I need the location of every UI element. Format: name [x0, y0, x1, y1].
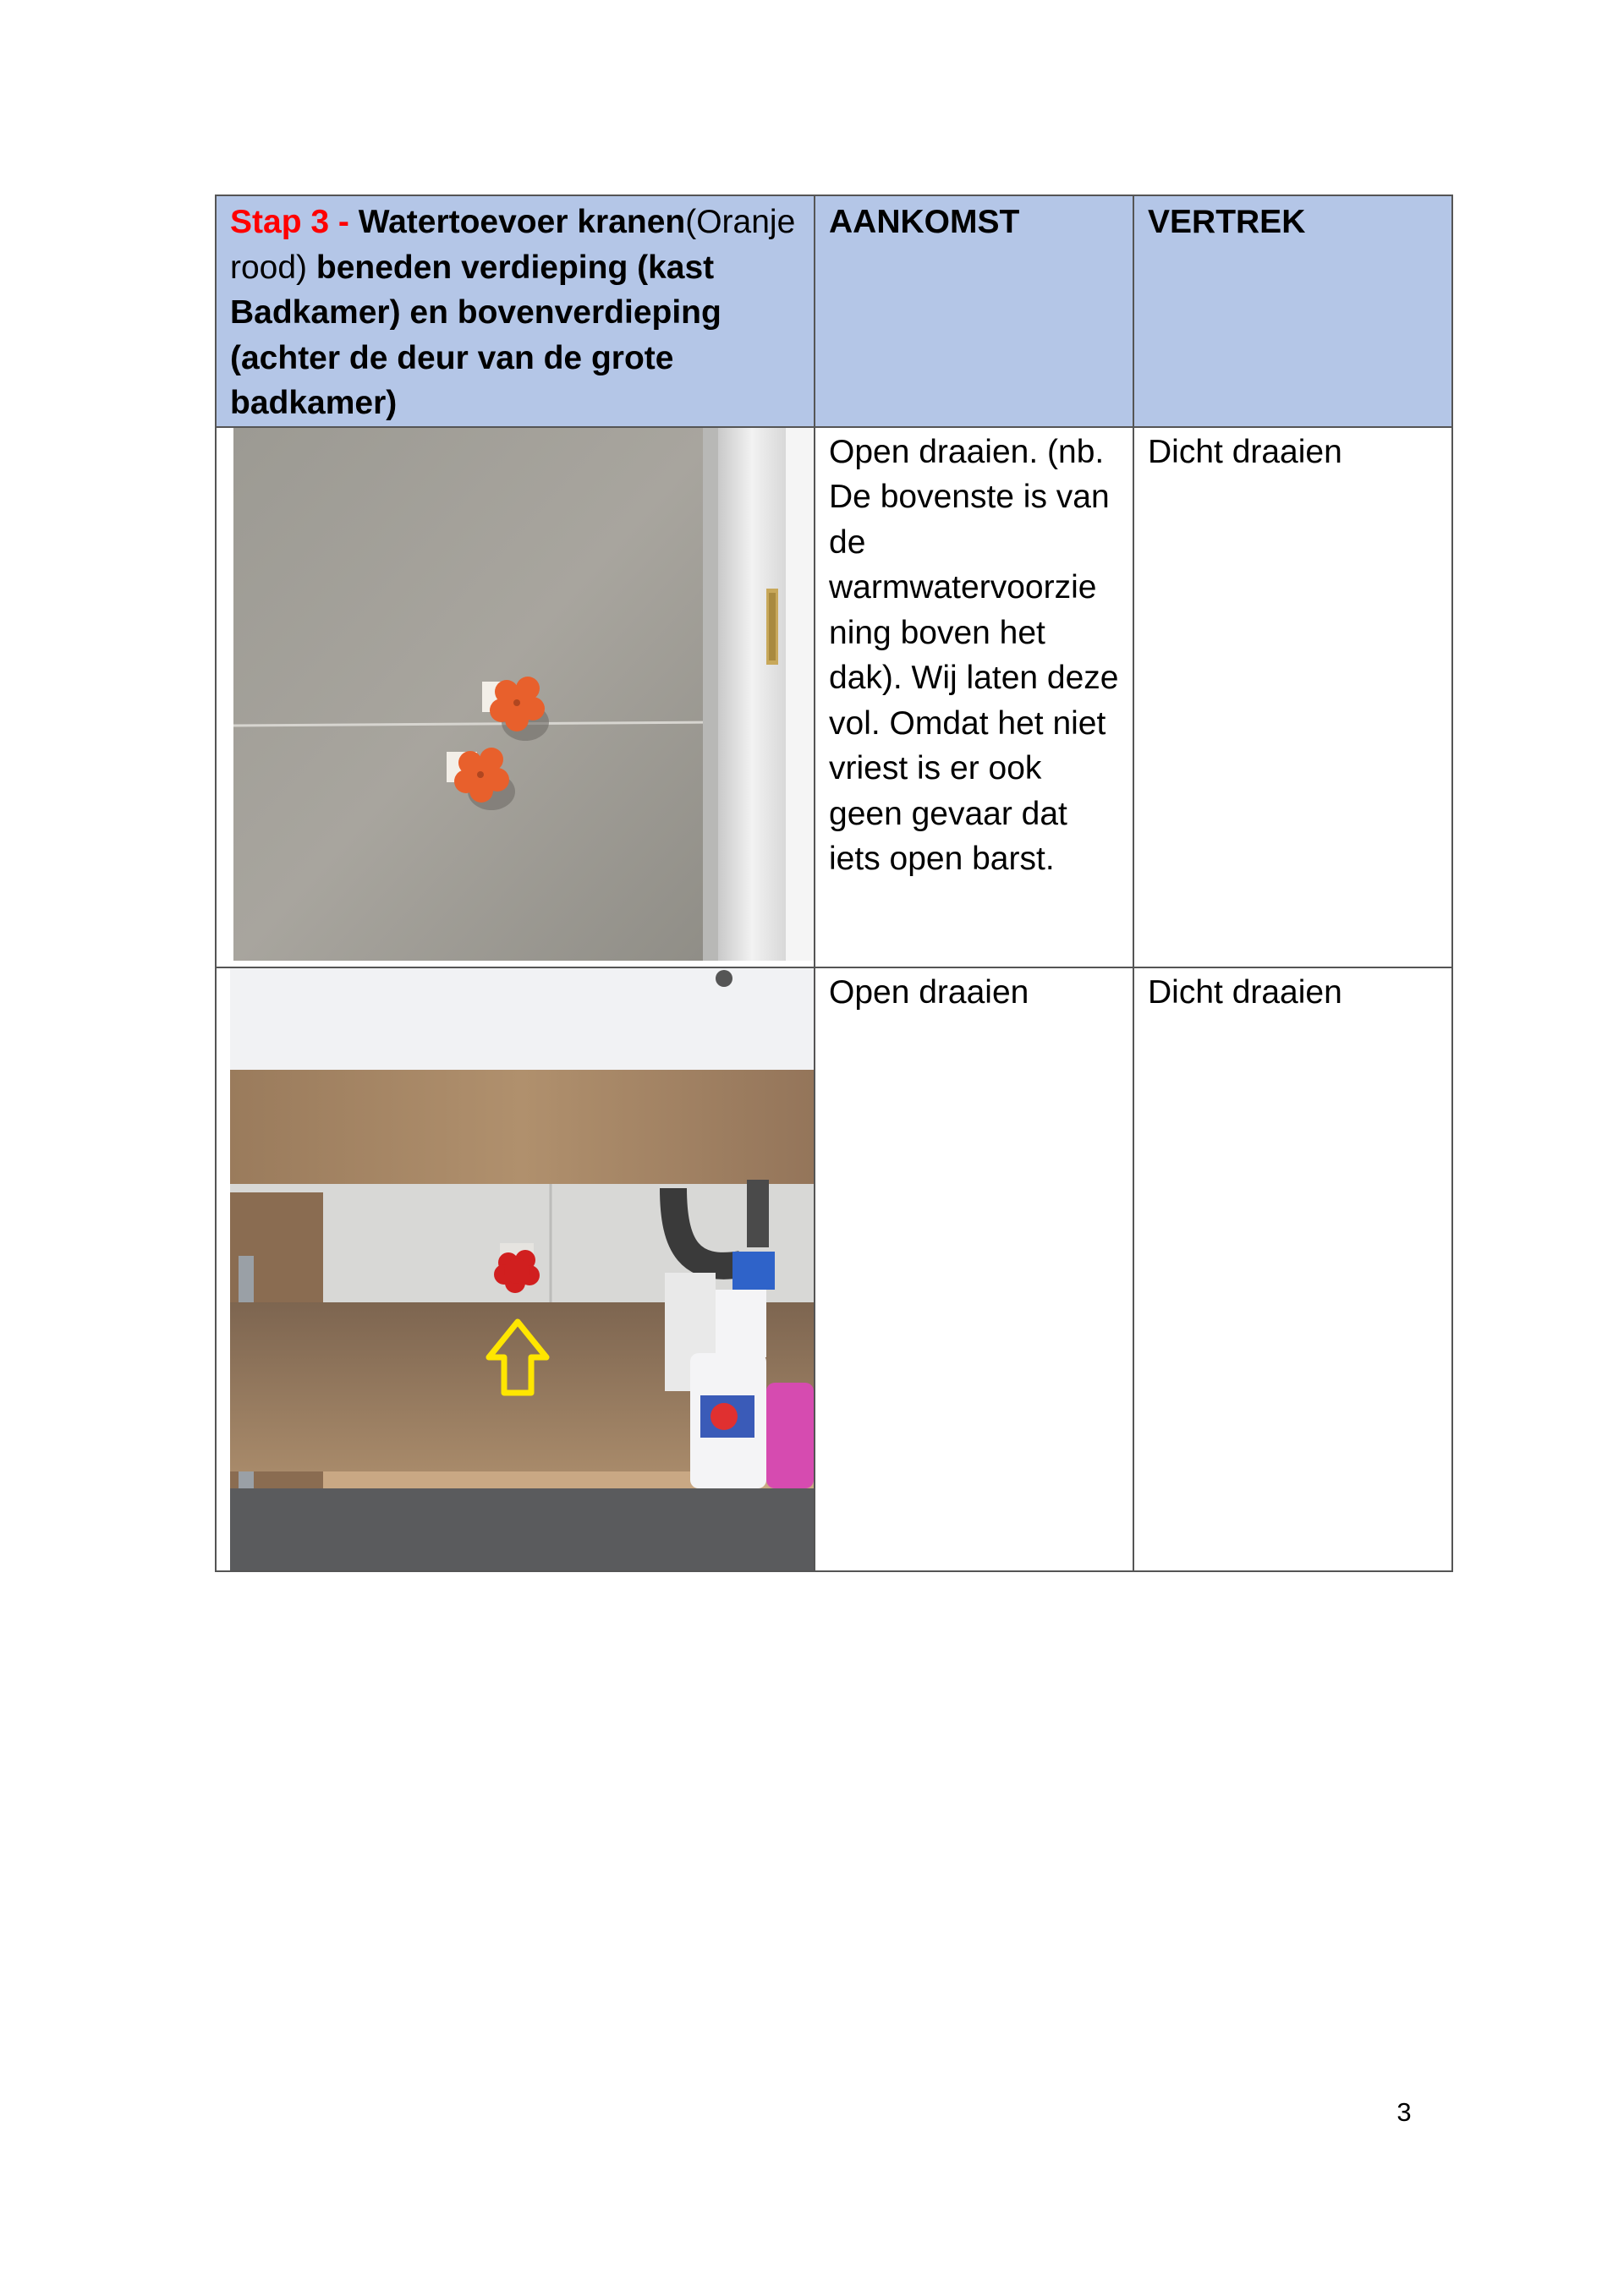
departure-header: VERTREK [1148, 204, 1306, 240]
checklist-table [215, 195, 1453, 1572]
arrival-header: AANKOMST [829, 204, 1020, 240]
step-title-location: beneden verdieping (kast Badkamer) en bovenverdieping (achter de deur van de grote badkamer) [230, 249, 721, 421]
page-number: 3 [1396, 2097, 1412, 2127]
photo-cell [216, 967, 815, 1571]
step-title-normal: (Oranje rood) [230, 204, 796, 286]
departure-cell [1133, 427, 1452, 967]
departure-cell [1133, 967, 1452, 1571]
step-title-cell [216, 195, 815, 427]
arrival-cell [815, 427, 1133, 967]
table-row [216, 967, 1452, 1571]
wall-valves-photo [217, 428, 814, 967]
arrival-instruction: Open draaien. (nb. De bovenste is van de warmwatervoorzie ning boven het dak). Wij laten deze vol. Omdat het niet vriest is er ook geen gevaar dat iets open barst. [829, 433, 1119, 877]
arrival-instruction: Open draaien [829, 973, 1029, 1011]
table-header-row [216, 195, 1452, 427]
departure-instruction: Dicht draaien [1148, 433, 1342, 470]
cabinet-valve-photo [217, 968, 814, 1570]
step-title-bold: Watertoevoer kranen [348, 204, 686, 240]
table-row [216, 427, 1452, 967]
arrival-cell [815, 967, 1133, 1571]
departure-instruction: Dicht draaien [1148, 973, 1342, 1011]
step-label: Stap 3 - [230, 204, 349, 240]
photo-cell [216, 427, 815, 967]
departure-header-cell [1133, 195, 1452, 427]
arrival-header-cell [815, 195, 1133, 427]
